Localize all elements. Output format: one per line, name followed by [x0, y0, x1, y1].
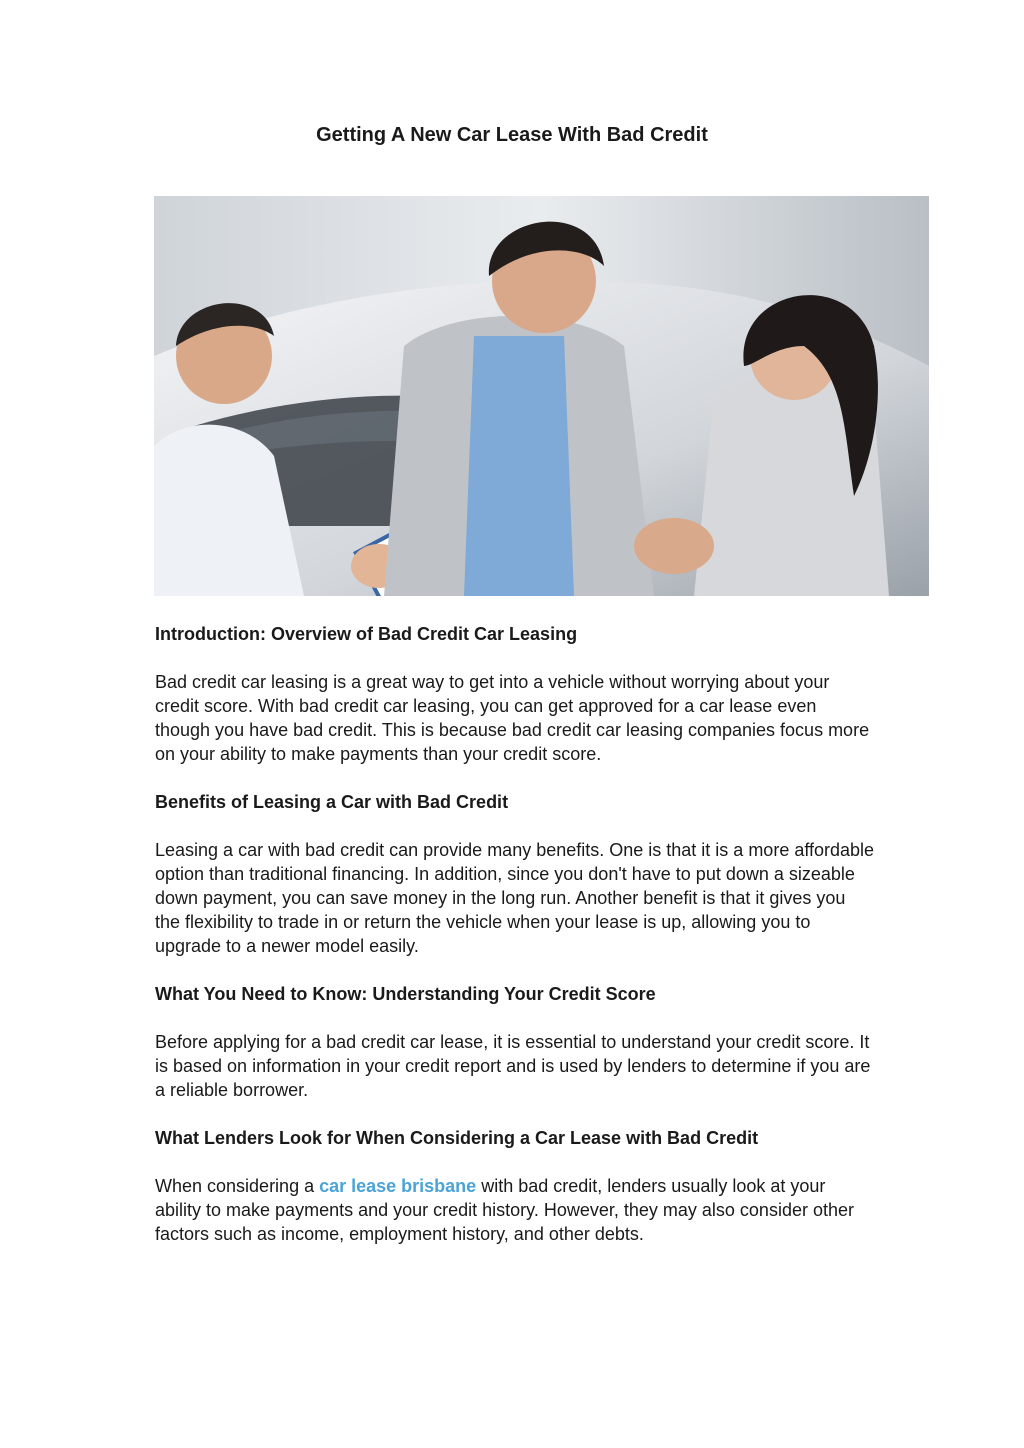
section-body-benefits: Leasing a car with bad credit can provide many benefits. One is that it is a more affordable option than traditional financing. In addition, since you don't have to put down a sizeable down payment, you can save money in the long run. Another benefit is that it gives you the flexibility to trade in or return the vehicle when your lease is up, allowing you to upgrade to a newer model easily. [155, 840, 875, 956]
section-body-introduction: Bad credit car leasing is a great way to get into a vehicle without worrying about your credit score. With bad credit car leasing, you can get approved for a car lease even though you have bad credit. This is because bad credit car leasing companies focus more on your ability to make payments than your credit score. [155, 672, 870, 764]
section-body-credit-score: Before applying for a bad credit car lease, it is essential to understand your credit score. It is based on information in your credit report and is used by lenders to determine if you are a reliable borrower. [155, 1032, 871, 1100]
section-heading-introduction: Introduction: Overview of Bad Credit Car Leasing [155, 624, 578, 644]
car-lease-brisbane-link[interactable]: car lease brisbane [319, 1176, 477, 1196]
section-heading-credit-score: What You Need to Know: Understanding Your Credit Score [155, 984, 656, 1004]
article-body [155, 622, 875, 1246]
car-dealership-illustration [154, 196, 929, 596]
hero-image [154, 196, 929, 596]
section-heading-benefits: Benefits of Leasing a Car with Bad Credit [155, 792, 509, 812]
lenders-text-before: When considering a [155, 1176, 320, 1196]
section-body-lenders [155, 1174, 875, 1246]
section-heading-lenders: What Lenders Look for When Considering a Car Lease with Bad Credit [155, 1128, 759, 1148]
lenders-text-after: with bad credit, lenders usually look at your ability to make payments and your credit history. However, they may also consider other factors such as income, employment history, and other debts. [155, 1176, 854, 1244]
page-title: Getting A New Car Lease With Bad Credit [316, 124, 708, 146]
